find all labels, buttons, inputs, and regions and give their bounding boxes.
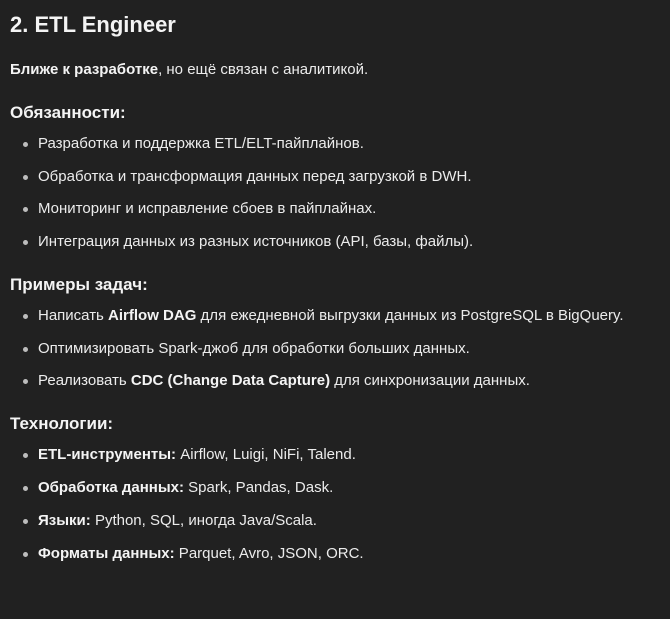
list-item [10,134,670,154]
list-item-text: Parquet, Avro, JSON, ORC. [174,544,364,562]
page-title: 2. ETL Engineer [10,12,176,37]
examples-list [10,306,670,391]
duties-heading: Обязанности: [10,103,126,122]
bullet-icon [23,142,28,147]
list-item-text: Обработка и трансформация данных перед загрузкой в DWH. [38,167,472,185]
lead-rest: , но ещё связан с аналитикой. [158,61,369,78]
list-item-text: Написать [38,307,109,325]
list-item-bold: Форматы данных: [38,544,175,562]
bullet-icon [23,519,28,524]
tech-list [10,445,670,563]
list-item-text: Оптимизировать Spark-джоб для обработки больших данных. [38,339,470,357]
list-item-text: для синхронизации данных. [330,372,530,390]
duties-list [10,134,670,252]
list-item [10,339,670,359]
list-item-bold: Языки: [38,511,91,529]
list-item-text: Python, SQL, иногда Java/Scala. [90,511,317,529]
list-item [10,306,670,326]
bullet-icon [23,379,28,384]
list-item-bold: Airflow DAG [108,307,197,325]
list-item [10,232,670,252]
tech-heading: Технологии: [10,414,114,434]
list-item-text: Мониторинг и исправление сбоев в пайплайнах. [38,200,377,218]
list-item [10,371,670,391]
list-item-text: Интеграция данных из разных источников (API, базы, файлы). [38,233,474,251]
bullet-icon [23,240,28,245]
bullet-icon [23,486,28,491]
list-item-bold: CDC (Change Data Capture) [130,372,331,390]
list-item [10,199,670,219]
lead-bold: Ближе к разработке [10,61,159,78]
bullet-icon [23,347,28,352]
bullet-icon [23,207,28,212]
bullet-icon [23,314,28,319]
list-item-text: Реализовать [38,372,131,390]
list-item [10,544,670,564]
bullet-icon [23,175,28,180]
list-item-text: Разработка и поддержка ETL/ELT-пайплайнов. [38,135,364,152]
lead-paragraph [10,60,670,80]
list-item-text: Spark, Pandas, Dask. [184,479,334,497]
examples-heading: Примеры задач: [10,275,148,295]
list-item [10,167,670,187]
list-item-bold: Обработка данных: [38,479,184,497]
bullet-icon [23,552,28,557]
list-item [10,478,670,498]
bullet-icon [23,453,28,458]
list-item-bold: ETL-инструменты: [38,446,177,464]
list-item [10,511,670,531]
list-item [10,445,670,465]
list-item-text: Airflow, Luigi, NiFi, Talend. [176,446,356,464]
list-item-text: для ежедневной выгрузки данных из PostgreSQL в BigQuery. [196,307,624,325]
